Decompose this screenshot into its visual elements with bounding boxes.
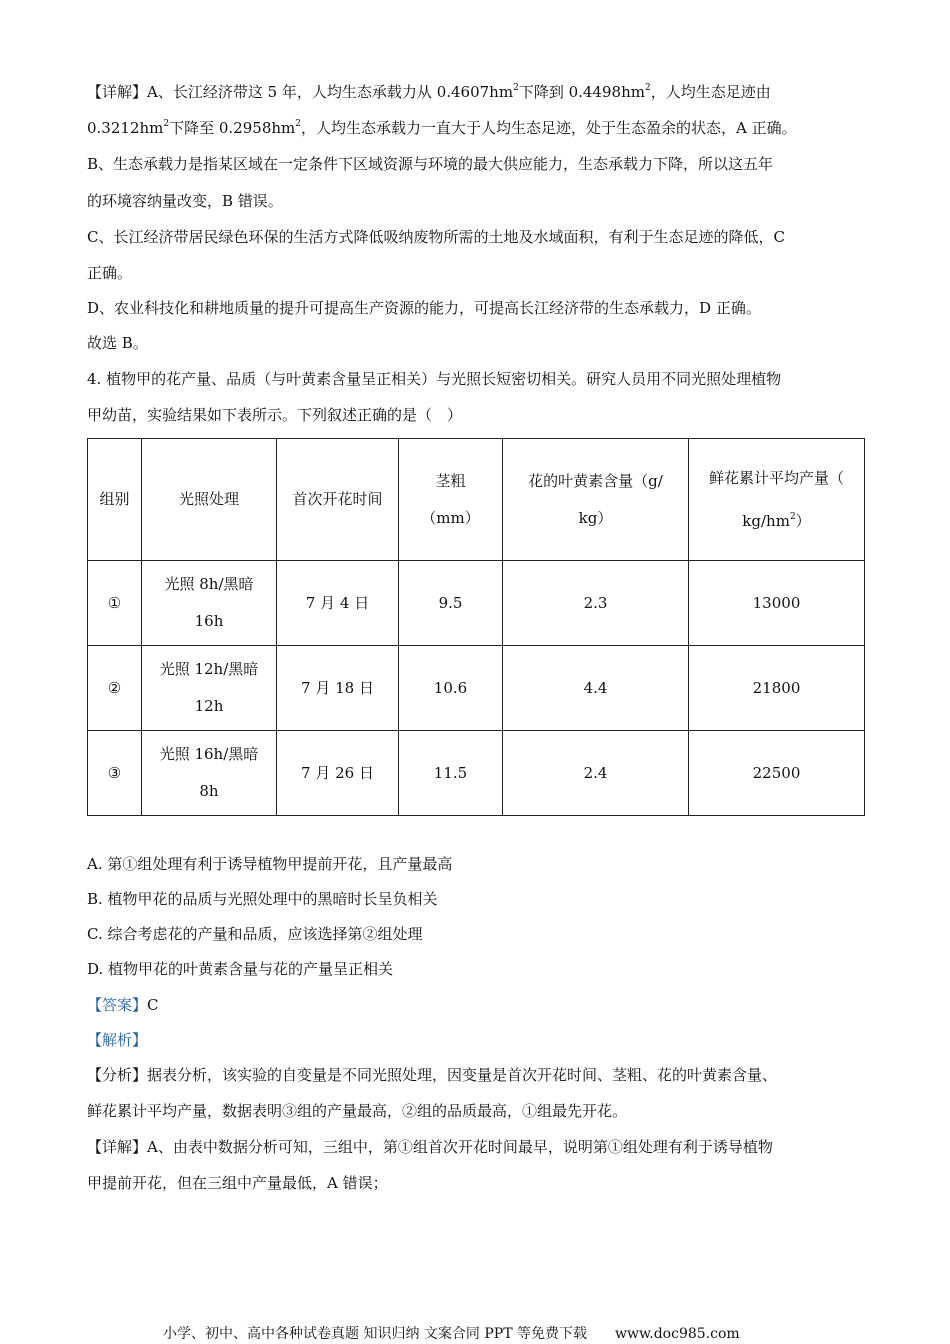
- cell-light-line: 8h: [199, 782, 219, 800]
- cell-stem: 9.5: [399, 561, 503, 646]
- cell-date: 7 月 4 日: [277, 561, 399, 646]
- header-lutein-unit: kg）: [578, 508, 613, 527]
- analysis-line: [87, 1030, 147, 1050]
- detail-text: 下降到 0.4498hm: [518, 83, 645, 101]
- superscript: 2: [513, 83, 519, 93]
- header-first-flowering: 首次开花时间: [277, 439, 399, 561]
- question-line-1: 4. 植物甲的花产量、品质（与叶黄素含量呈正相关）与光照长短密切相关。研究人员用不同光照处理植物: [87, 370, 782, 388]
- header-stem: [399, 439, 503, 561]
- cell-light: [142, 646, 277, 731]
- answer-tag: 【答案】: [87, 996, 148, 1014]
- results-table: [87, 438, 865, 816]
- header-yield-unit: [693, 503, 860, 540]
- analysis-line-2: 鲜花累计平均产量，数据表明③组的产量最高，②组的品质最高，①组最先开花。: [87, 1102, 628, 1120]
- analysis-line-3: [87, 1137, 773, 1157]
- superscript: 2: [295, 119, 301, 129]
- header-light: 光照处理: [142, 439, 277, 561]
- cell-light: [142, 731, 277, 816]
- header-group: 组别: [88, 439, 142, 561]
- table-row: [88, 731, 865, 816]
- cell-light-line: 16h: [194, 612, 224, 630]
- analysis-line-1: [87, 1065, 777, 1085]
- detail-line-8: 故选 B。: [87, 334, 148, 352]
- header-stem-label: 茎粗: [435, 471, 466, 490]
- cell-lutein: 4.4: [503, 646, 689, 731]
- detail-line-5: C、长江经济带居民绿色环保的生活方式降低吸纳废物所需的土地及水域面积，有利于生态足迹的降低，C: [87, 228, 785, 246]
- detail-text: A、长江经济带这 5 年，人均生态承载力从 0.4607hm: [147, 83, 514, 101]
- answer-value: C: [147, 996, 159, 1014]
- yield-unit-text: kg/hm: [742, 511, 790, 530]
- detail-text: 0.3212hm: [87, 119, 164, 137]
- analysis-line-4: 甲提前开花，但在三组中产量最低，A 错误；: [87, 1174, 388, 1192]
- header-yield: [689, 439, 865, 561]
- cell-light: [142, 561, 277, 646]
- option-a: A. 第①组处理有利于诱导植物甲提前开花，且产量最高: [87, 855, 453, 873]
- option-d: D. 植物甲花的叶黄素含量与花的产量呈正相关: [87, 960, 394, 978]
- cell-light-line: 12h: [194, 697, 224, 715]
- table-row: [88, 646, 865, 731]
- cell-lutein: 2.3: [503, 561, 689, 646]
- cell-group: ③: [88, 731, 142, 816]
- page-footer: 小学、初中、高中各种试卷真题 知识归纳 文案合同 PPT 等免费下载 www.doc985.com: [163, 1326, 740, 1342]
- cell-date: 7 月 18 日: [277, 646, 399, 731]
- cell-light-line: 光照 16h/黑暗: [159, 745, 259, 763]
- detail-line-1: [87, 82, 771, 102]
- cell-yield: 21800: [689, 646, 865, 731]
- superscript: 2: [644, 83, 651, 93]
- detail-text: ，人均生态足迹由: [650, 83, 771, 101]
- detail-text: ，人均生态承载力一直大于人均生态足迹，处于生态盈余的状态，A 正确。: [300, 119, 797, 137]
- cell-stem: 10.6: [399, 646, 503, 731]
- question-line-2: 甲幼苗，实验结果如下表所示。下列叙述正确的是（ ）: [87, 406, 463, 424]
- detail-subtag: 【详解】: [87, 1138, 148, 1156]
- detail-line-6: 正确。: [87, 264, 133, 282]
- table-row: [88, 561, 865, 646]
- table-header-row: [88, 439, 865, 561]
- detail-line-4: 的环境容纳量改变，B 错误。: [87, 192, 283, 210]
- cell-light-line: 光照 8h/黑暗: [164, 575, 254, 593]
- cell-yield: 22500: [689, 731, 865, 816]
- option-b: B. 植物甲花的品质与光照处理中的黑暗时长呈负相关: [87, 890, 438, 908]
- detail-line-3: B、生态承载力是指某区域在一定条件下区域资源与环境的最大供应能力，生态承载力下降，所以这五年: [87, 155, 774, 173]
- cell-group: ②: [88, 646, 142, 731]
- cell-group: ①: [88, 561, 142, 646]
- header-yield-label: 鲜花累计平均产量（: [708, 468, 844, 487]
- detail-tag: 【详解】: [87, 83, 148, 101]
- superscript: 2: [163, 119, 170, 129]
- analysis-text: 据表分析，该实验的自变量是不同光照处理，因变量是首次开花时间、茎粗、花的叶黄素含量、: [147, 1066, 778, 1084]
- yield-unit-close: ）: [795, 511, 811, 530]
- header-lutein: [503, 439, 689, 561]
- analysis-tag: 【解析】: [87, 1031, 148, 1049]
- superscript: 2: [789, 511, 796, 522]
- cell-yield: 13000: [689, 561, 865, 646]
- detail-line-2: [87, 118, 797, 138]
- cell-lutein: 2.4: [503, 731, 689, 816]
- detail-text: 下降至 0.2958hm: [169, 119, 296, 137]
- answer-line: [87, 995, 159, 1015]
- cell-date: 7 月 26 日: [277, 731, 399, 816]
- option-c: C. 综合考虑花的产量和品质，应该选择第②组处理: [87, 925, 423, 943]
- header-lutein-label: 花的叶黄素含量（g/: [528, 471, 663, 490]
- analysis-subtag: 【分析】: [87, 1066, 148, 1084]
- cell-stem: 11.5: [399, 731, 503, 816]
- detail-line-7: D、农业科技化和耕地质量的提升可提高生产资源的能力，可提高长江经济带的生态承载力，D 正确。: [87, 299, 761, 317]
- header-stem-unit: （mm）: [421, 508, 480, 527]
- cell-light-line: 光照 12h/黑暗: [159, 660, 259, 678]
- detail-text: A、由表中数据分析可知，三组中，第①组首次开花时间最早，说明第①组处理有利于诱导植物: [147, 1138, 773, 1156]
